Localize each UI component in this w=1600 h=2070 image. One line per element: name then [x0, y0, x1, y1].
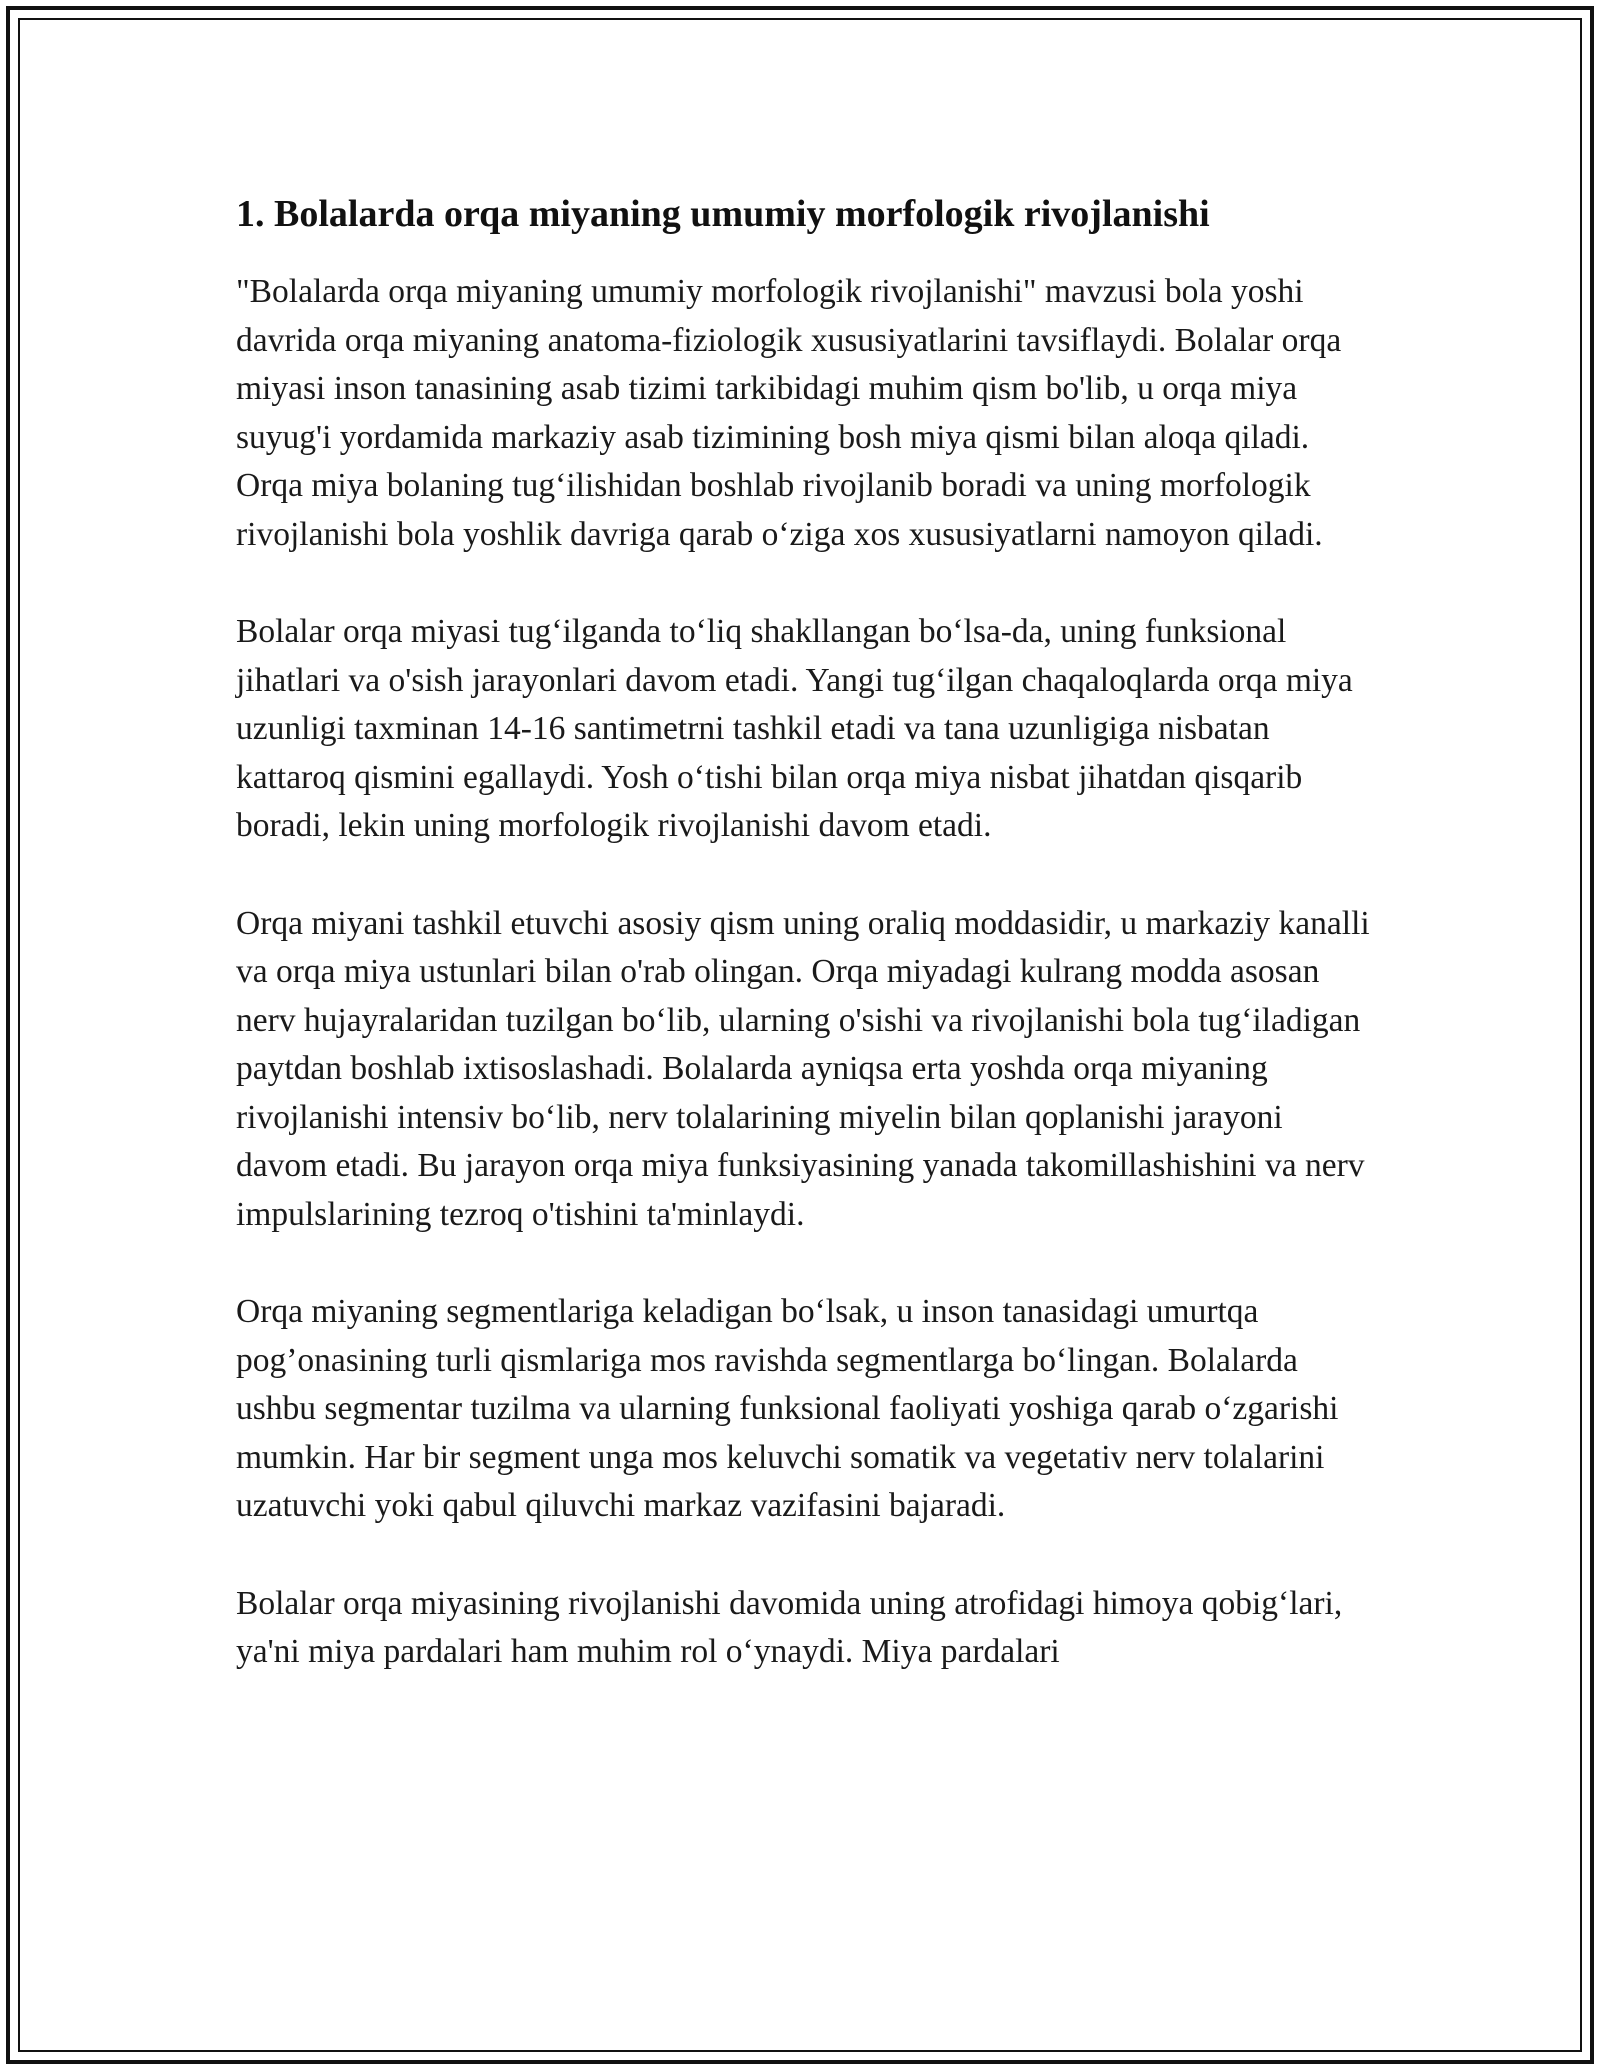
paragraph-4: Orqa miyaning segmentlariga keladigan bo‘lsak, u inson tanasidagi umurtqa pog’onasining turli qismlariga mos ravishda segmentlarga bo‘lingan. Bolalarda ushbu segmentar tuzilma va ularning funksional faoliyati yoshiga qarab o‘zgarishi mumkin. Har bir segment unga mos keluvchi somatik va vegetativ nerv tolalarini uzatuvchi yoki qabul qiluvchi markaz vazifasini bajaradi. — [236, 1293, 1339, 1524]
paragraph-5: Bolalar orqa miyasining rivojlanishi davomida uning atrofidagi himoya qobig‘lari, ya'ni miya pardalari ham muhim rol o‘ynaydi. Miya pardalari — [236, 1584, 1343, 1670]
paragraph-1: "Bolalarda orqa miyaning umumiy morfologik rivojlanishi" mavzusi bola yoshi davrida orqa miyaning anatoma-fiziologik xususiyatlarini tavsiflaydi. Bolalar orqa miyasi inson tanasining asab tizimi tarkibidagi muhim qism bo'lib, u orqa miya suyug'i yordamida markaziy asab tizimining bosh miya qismi bilan aloqa qiladi. Orqa miya bolaning tug‘ilishidan boshlab rivojlanib boradi va uning morfologik rivojlanishi bola yoshlik davriga qarab o‘ziga xos xususiyatlarni namoyon qiladi. — [236, 273, 1342, 553]
paragraph-2: Bolalar orqa miyasi tug‘ilganda to‘liq shakllangan bo‘lsa-da, uning funksional jihatlari va o'sish jarayonlari davom etadi. Yangi tug‘ilgan chaqaloqlarda orqa miya uzunligi taxminan 14-16 santimetrni tashkil etadi va tana uzunligiga nisbatan kattaroq qismini egallaydi. Yosh o‘tishi bilan orqa miya nisbat jihatdan qisqarib boradi, lekin uning morfologik rivojlanishi davom etadi. — [236, 613, 1353, 844]
paragraph-3: Orqa miyani tashkil etuvchi asosiy qism uning oraliq moddasidir, u markaziy kanalli va orqa miya ustunlari bilan o'rab olingan. Orqa miyadagi kulrang modda asosan nerv hujayralaridan tuzilgan bo‘lib, ularning o'sishi va rivojlanishi bola tug‘iladigan paytdan boshlab ixtisoslashadi. Bolalarda ayniqsa erta yoshda orqa miyaning rivojlanishi intensiv bo‘lib, nerv tolalarining miyelin bilan qoplanishi jarayoni davom etadi. Bu jarayon orqa miya funksiyasining yanada takomillashishini va nerv impulslarining tezroq o'tishini ta'minlaydi. — [236, 904, 1370, 1233]
document-body — [236, 190, 1376, 1726]
section-heading: 1. Bolalarda orqa miyaning umumiy morfologik rivojlanishi — [236, 193, 1210, 235]
